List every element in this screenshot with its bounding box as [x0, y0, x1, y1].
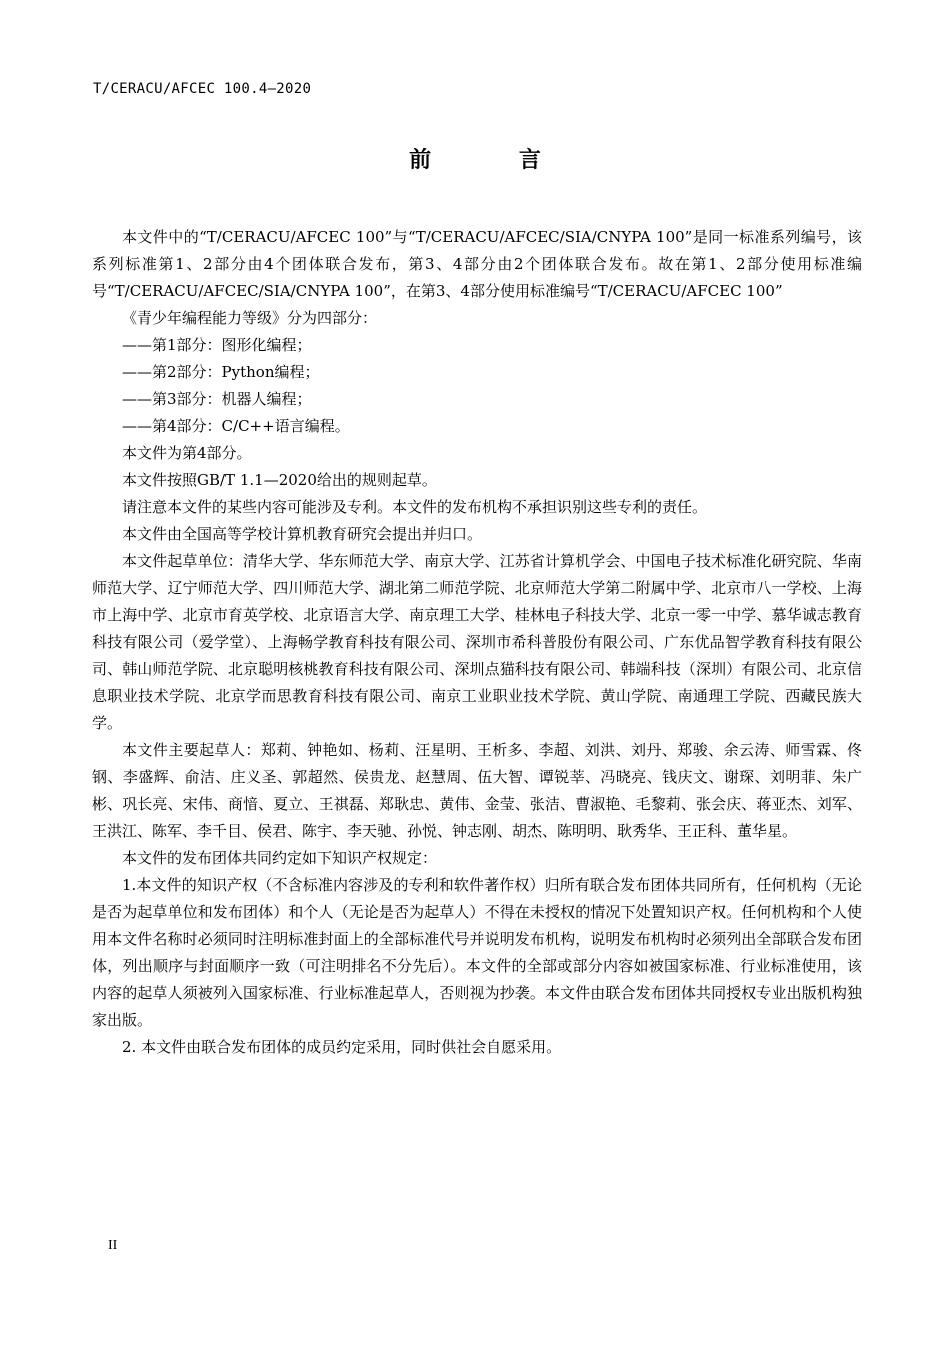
paragraph-proposer: 本文件由全国高等学校计算机教育研究会提出并归口。 [122, 525, 483, 543]
paragraph-ip-intro: 本文件的发布团体共同约定如下知识产权规定： [122, 849, 438, 867]
page-number: II [108, 1238, 118, 1253]
list-item-part-2: ——第2部分：Python编程； [122, 363, 320, 381]
document-code: T/CERACU/AFCEC 100.4—2020 [93, 81, 312, 97]
list-item-part-4: ——第4部分：C/C++语言编程。 [122, 417, 350, 435]
paragraph-main-drafters: 本文件主要起草人：郑莉、钟艳如、杨莉、汪星明、王析多、李超、刘洪、刘丹、郑骏、余云涛、师雪霖、佟钢、李盛辉、俞洁、庄义圣、郭超然、侯贵龙、赵慧周、伍大智、谭锐莘、冯晓亮、钱庆文、谢琛、刘明菲、朱广彬、巩长亮、宋伟、商愔、夏立、王祺磊、郑耿忠、黄伟、金莹、张洁、曹淑艳、毛黎莉、张会庆、蒋亚杰、刘军、王洪江、陈军、李千目、侯君、陈宇、李天驰、孙悦、钟志刚、胡杰、陈明明、耿秀华、王正科、董华星。 [92, 741, 862, 840]
list-item-part-1: ——第1部分：图形化编程； [122, 336, 312, 354]
paragraph-parts-intro: 《青少年编程能力等级》分为四部分： [122, 309, 378, 327]
foreword-body [92, 224, 862, 1061]
paragraph-drafting-units: 本文件起草单位：清华大学、华东师范大学、南京大学、江苏省计算机学会、中国电子技术标准化研究院、华南师范大学、辽宁师范大学、四川师范大学、湖北第二师范学院、北京师范大学第二附属中学、北京市八一学校、上海市上海中学、北京市育英学校、北京语言大学、南京理工大学、桂林电子科技大学、北京一零一中学、慕华诚志教育科技有限公司（爱学堂）、上海畅学教育科技有限公司、深圳市希科普股份有限公司、广东优品智学教育科技有限公司、韩山师范学院、北京聪明核桃教育科技有限公司、深圳点猫科技有限公司、韩端科技（深圳）有限公司、北京信息职业技术学院、北京学而思教育科技有限公司、南京工业职业技术学院、黄山学院、南通理工学院、西藏民族大学。 [92, 552, 862, 732]
paragraph-this-part: 本文件为第4部分。 [122, 444, 252, 462]
paragraph-patent-notice: 请注意本文件的某些内容可能涉及专利。本文件的发布机构不承担识别这些专利的责任。 [122, 498, 708, 516]
list-item-part-3: ——第3部分：机器人编程； [122, 390, 312, 408]
paragraph-ip-rule-2: 2. 本文件由联合发布团体的成员约定采用，同时供社会自愿采用。 [122, 1038, 562, 1056]
paragraph-ip-rule-1: 1.本文件的知识产权（不含标准内容涉及的专利和软件著作权）归所有联合发布团体共同所有，任何机构（无论是否为起草单位和发布团体）和个人（无论是否为起草人）不得在未授权的情况下处置知识产权。任何机构和个人使用本文件名称时必须同时注明标准封面上的全部标准代号并说明发布机构，说明发布机构时必须列出全部联合发布团体，列出顺序与封面顺序一致（可注明排名不分先后）。本文件的全部或部分内容如被国家标准、行业标准使用，该内容的起草人须被列入国家标准、行业标准起草人，否则视为抄袭。本文件由联合发布团体共同授权专业出版机构独家出版。 [92, 876, 862, 1029]
paragraph-series-numbering: 本文件中的“T/CERACU/AFCEC 100”与“T/CERACU/AFCEC/SIA/CNYPA 100”是同一标准系列编号，该系列标准第1、2部分由4个团体联合发布，第3、4部分由2个团体联合发布。故在第1、2部分使用标准编号“T/CERACU/AFCEC/SIA/CNYPA 100”，在第3、4部分使用标准编号“T/CERACU/AFCEC 100” [92, 228, 862, 300]
page-title: 前 言 [409, 148, 581, 173]
paragraph-drafting-rules: 本文件按照GB/T 1.1—2020给出的规则起草。 [122, 471, 437, 489]
